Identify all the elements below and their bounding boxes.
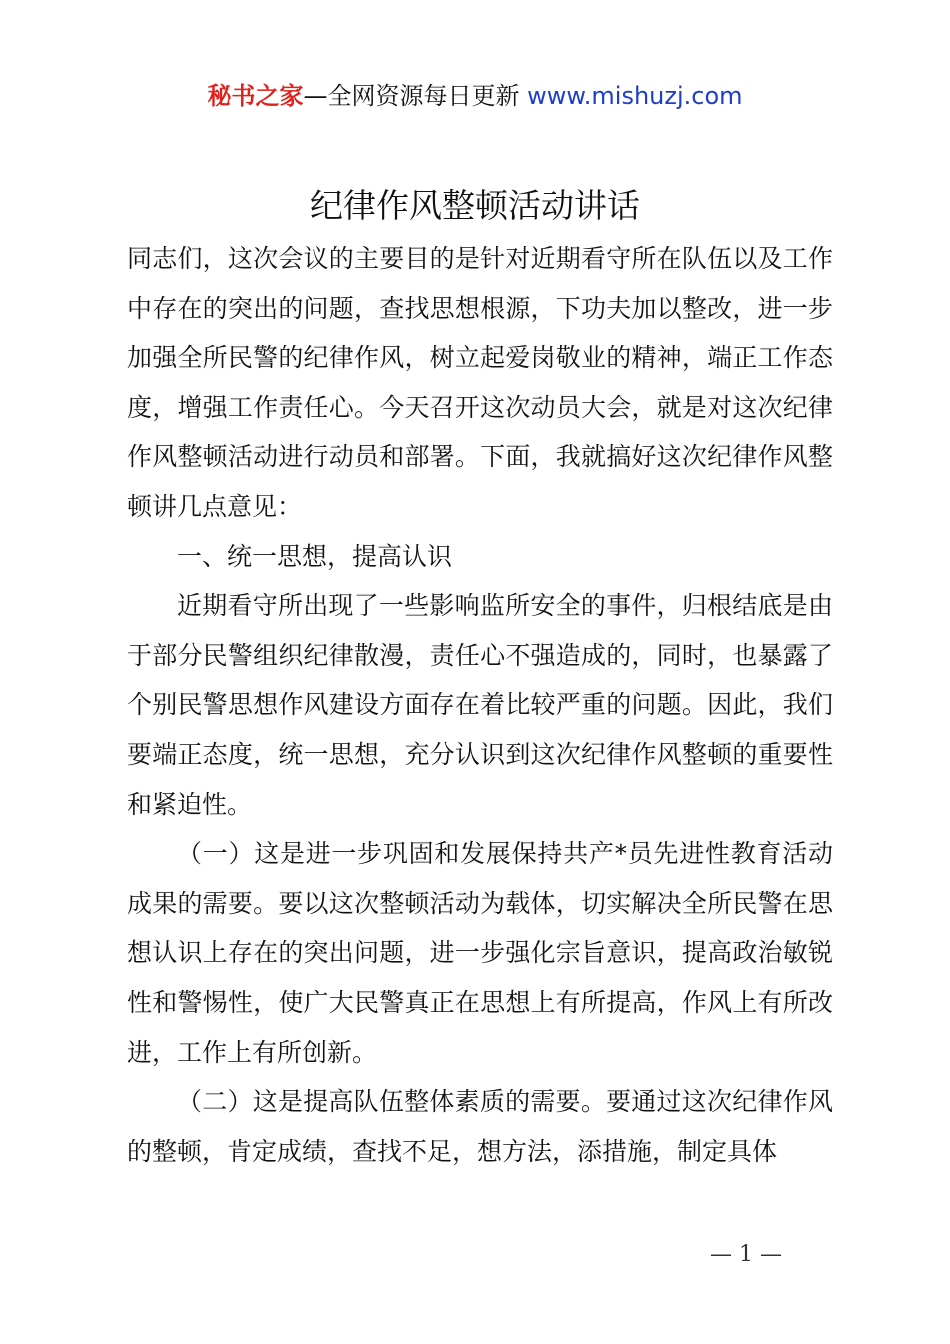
header-tagline: —全网资源每日更新 — [303, 82, 520, 110]
paragraph-intro: 同志们，这次会议的主要目的是针对近期看守所在队伍以及工作中存在的突出的问题，查找思想根源，下功夫加以整改，进一步加强全所民警的纪律作风，树立起爱岗敬业的精神，端正工作态度，增强工作责任心。今天召开这次动员大会，就是对这次纪律作风整顿活动进行动员和部署。下面，我就搞好这次纪律作风整顿讲几点意见： — [127, 244, 833, 521]
paragraph: 近期看守所出现了一些影响监所安全的事件，归根结底是由于部分民警组织纪律散漫，责任心不强造成的，同时，也暴露了个别民警思想作风建设方面存在着比较严重的问题。因此，我们要端正态度，统一思想，充分认识到这次纪律作风整顿的重要性和紧迫性。 — [127, 591, 833, 819]
site-header — [0, 80, 950, 112]
document-body — [127, 234, 833, 1176]
section-heading: 一、统一思想，提高认识 — [177, 541, 453, 571]
paragraph: （一）这是进一步巩固和发展保持共产*员先进性教育活动成果的需要。要以这次整顿活动为载体，切实解决全所民警在思想认识上存在的突出问题，进一步强化宗旨意识，提高政治敏锐性和警惕性，使广大民警真正在思想上有所提高，作风上有所改进，工作上有所创新。 — [127, 839, 833, 1067]
paragraph: （二）这是提高队伍整体素质的需要。要通过这次纪律作风的整顿，肯定成绩，查找不足，想方法，添措施，制定具体 — [127, 1087, 833, 1166]
brand-name: 秘书之家 — [207, 82, 304, 110]
page-number: — 1 — — [710, 1242, 782, 1267]
site-url: www.mishuzj.com — [527, 82, 743, 110]
document-title: 纪律作风整顿活动讲话 — [310, 186, 640, 225]
